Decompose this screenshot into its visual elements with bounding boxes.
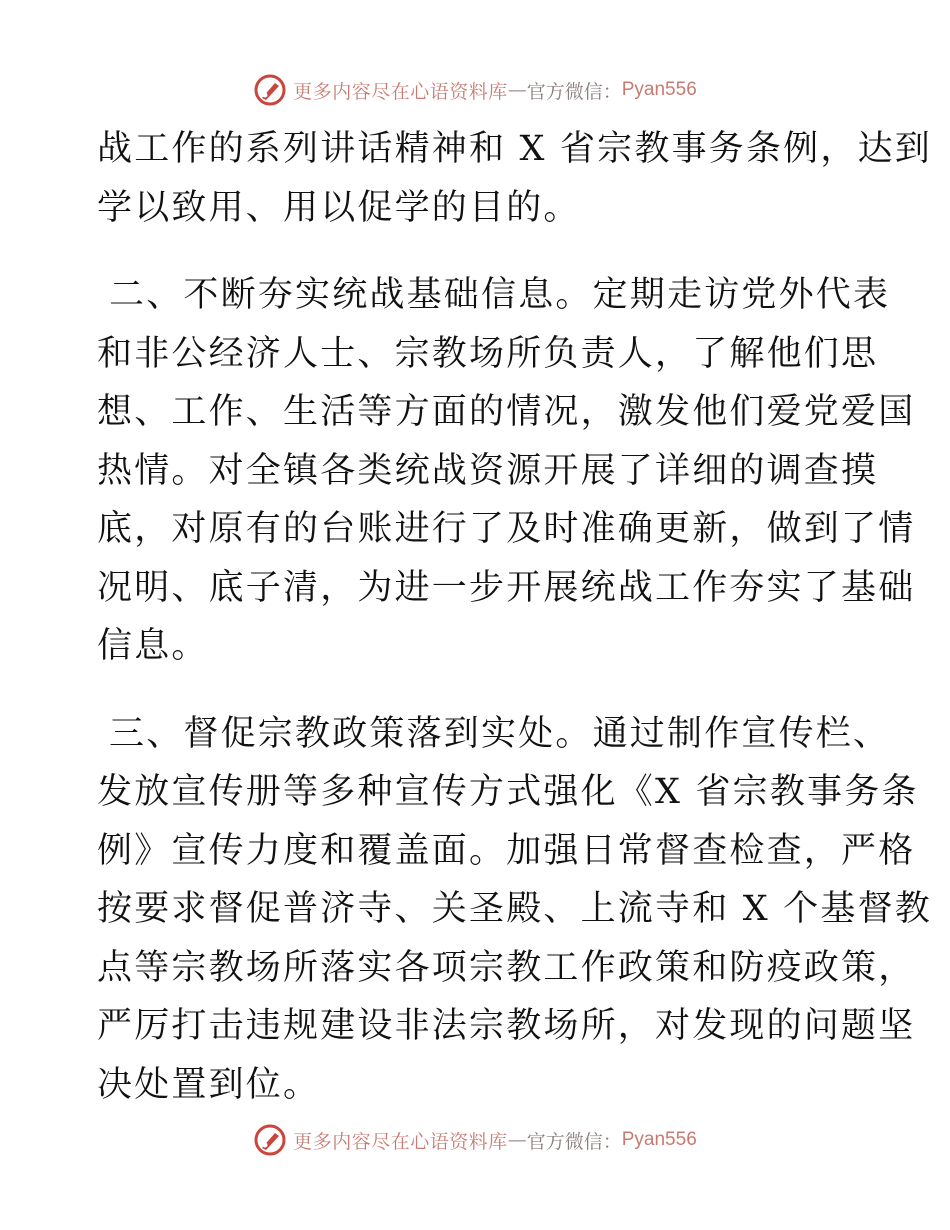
paragraph-2 xyxy=(97,266,916,676)
text-line: 底，对原有的台账进行了及时准确更新，做到了情 xyxy=(97,509,916,549)
banner-wechat-id: Pyan556 xyxy=(621,79,697,100)
text-line: 学以致用、用以促学的目的。 xyxy=(97,187,581,228)
text-line: 和非公经济人士、宗教场所负责人，了解他们思 xyxy=(97,333,879,374)
banner-wechat-id: Pyan556 xyxy=(621,1129,697,1150)
banner-separator: — xyxy=(507,1129,527,1151)
text-line: 严厉打击违规建设非法宗教场所，对发现的问题坚 xyxy=(97,1006,916,1046)
text-line: 决处置到位。 xyxy=(97,1064,321,1105)
text-line: 点等宗教场所落实各项宗教工作政策和防疫政策， xyxy=(97,947,916,988)
banner-separator: — xyxy=(507,79,527,101)
text-line: 战工作的系列讲话精神和 X 省宗教事务条例，达到 xyxy=(97,129,932,169)
text-line: 二、不断夯实统战基础信息。定期走访党外代表 xyxy=(109,275,891,315)
paragraph-3 xyxy=(97,705,932,1115)
text-line: 例》宣传力度和覆盖面。加强日常督查检查，严格 xyxy=(97,830,916,871)
banner-label: 官方微信： xyxy=(526,80,622,103)
text-line: 想、工作、生活等方面的情况，激发他们爱党爱国 xyxy=(97,392,916,432)
banner-text: 更多内容尽在心语资料库 xyxy=(293,80,508,103)
banner-label: 官方微信： xyxy=(526,1130,622,1153)
paragraph-1 xyxy=(97,120,932,237)
document-body xyxy=(97,120,932,1114)
banner-text: 更多内容尽在心语资料库 xyxy=(293,1130,508,1153)
text-line: 况明、底子清，为进一步开展统战工作夯实了基础 xyxy=(97,567,916,608)
text-line: 信息。 xyxy=(97,626,209,666)
pen-logo-icon xyxy=(253,73,287,107)
text-line: 按要求督促普济寺、关圣殿、上流寺和 X 个基督教 xyxy=(97,889,932,929)
text-line: 热情。对全镇各类统战资源开展了详细的调查摸 xyxy=(97,450,879,491)
footer-watermark-banner xyxy=(0,1120,950,1160)
pen-logo-icon xyxy=(253,1123,287,1157)
header-watermark-banner xyxy=(0,70,950,110)
text-line: 发放宣传册等多种宣传方式强化《X 省宗教事务条 xyxy=(97,772,919,812)
text-line: 三、督促宗教政策落到实处。通过制作宣传栏、 xyxy=(109,713,891,754)
